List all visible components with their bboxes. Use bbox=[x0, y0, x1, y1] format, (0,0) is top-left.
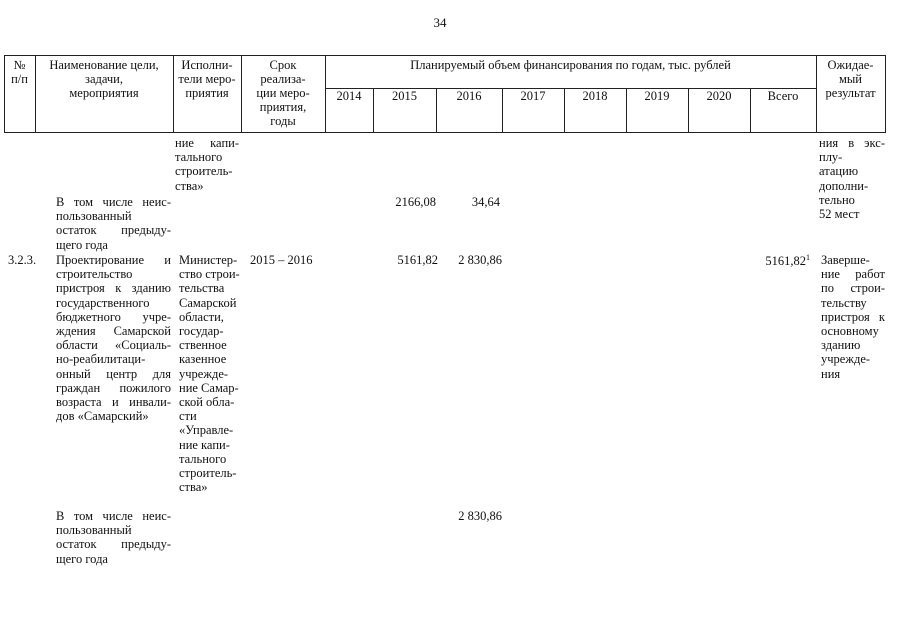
cont-result: ния в экс- плу- атацию дополни- тельно 52 мест bbox=[819, 136, 885, 222]
cont-sub-2016: 34,64 bbox=[471, 195, 500, 209]
sub-2016: 2 830,86 bbox=[458, 509, 502, 523]
cont-executor: ние капи- тального строитель- ства» bbox=[175, 136, 239, 193]
header-financing-title: Планируемый объем финансирования по годам, тыс. рублей bbox=[410, 58, 731, 72]
item-name: Проектирование и строительство пристроя к зданию государственного бюджетного учре- ждения Самарской области «Социаль- но-реабилитаци- онный центр для граждан пожилого возраста и инвали- дов «Самарский» bbox=[56, 253, 171, 424]
item-executor: Министер- ство строи- тельства Самарской области, государ- ственное казенное учрежде- ние Самар- ской обла- сти «Управле- ние капи- тального строитель- ства» bbox=[179, 253, 240, 495]
cont-sub-name: В том числе неис- пользованный остаток предыду- щего года bbox=[56, 195, 171, 252]
item-total: 5161,82$^1$ bbox=[765, 253, 810, 269]
year-2016: 2016 bbox=[456, 89, 482, 103]
header-term: Срок реализа- ции меро- приятия, годы bbox=[256, 58, 310, 128]
item-result: Заверше- ние работ по строи- тельству пристроя к основному зданию учрежде- ния bbox=[821, 253, 885, 381]
year-2014: 2014 bbox=[336, 89, 362, 103]
item-2016: 2 830,86 bbox=[458, 253, 502, 267]
header-executor: Исполни- тели меро- приятия bbox=[178, 58, 236, 100]
year-2018: 2018 bbox=[582, 89, 608, 103]
year-2017: 2017 bbox=[520, 89, 546, 103]
cont-sub-2015: 2166,08 bbox=[395, 195, 436, 209]
sub-name: В том числе неис- пользованный остаток предыду- щего года bbox=[56, 509, 171, 566]
header-name: Наименование цели, задачи, мероприятия bbox=[49, 58, 159, 100]
year-total: Всего bbox=[767, 89, 799, 103]
header-result: Ожидае- мый результат bbox=[825, 58, 876, 100]
item-term: 2015 – 2016 bbox=[250, 253, 313, 267]
item-2015: 5161,82 bbox=[397, 253, 438, 267]
year-2019: 2019 bbox=[644, 89, 670, 103]
header-number: № п/п bbox=[11, 58, 28, 86]
year-2020: 2020 bbox=[706, 89, 732, 103]
year-2015: 2015 bbox=[392, 89, 417, 103]
page-number: 34 bbox=[433, 15, 447, 30]
item-number: 3.2.3. bbox=[8, 253, 37, 267]
